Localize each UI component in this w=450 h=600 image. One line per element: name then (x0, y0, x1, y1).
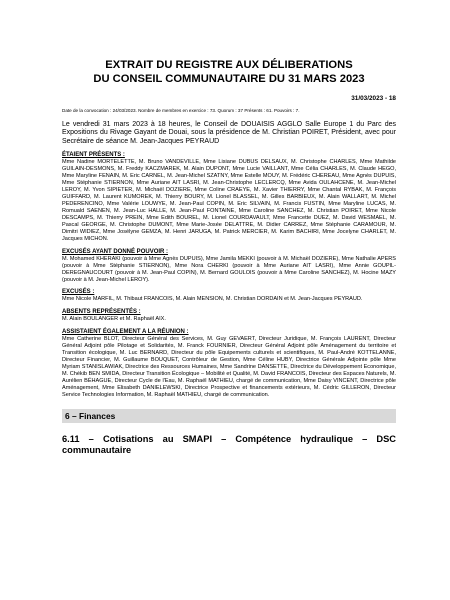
represented-members-heading: ABSENTS REPRÉSENTÉS : (62, 309, 141, 316)
subsection-title: 6.11 – Cotisations au SMAPI – Compétence hydraulique – DSC communautaire (62, 433, 396, 455)
excused-members-list: Mme Nicole MARFIL, M. Thibaut FRANCOIS, M. Alain MENSION, M. Christian DORDAIN et M. Jean-Jacques PEYRAUD. (62, 296, 363, 303)
excused-members-heading: EXCUSÉS : (62, 289, 95, 296)
deliberation-reference: 31/03/2023 - 18 (351, 95, 396, 102)
meeting-intro: Le vendredi 31 mars 2023 à 18 heures, le Conseil de DOUAISIS AGGLO Salle Europe 1 du Parc des Expositions du Rivage Gayant de Douai, sous la présidence de M. Christian POIRET, Président, avec pour Secrétaire de séance M. Jean-Jacques PEYRAUD (62, 121, 396, 145)
present-members-heading: ÉTAIENT PRÉSENTS : (62, 152, 125, 159)
present-members-list: Mme Nadine MORTELETTE, M. Bruno VANDEVILLE, Mme Lisiane DUBUS DELSAUX, M. Christophe CHARLES, Mme Mathilde GUILAIN-DESMONS, M. Freddy KACZMAREK, M. Alain DUPONT, Mme Lucie VAILLANT, Mme Célia CHARLES, M. Claude HEGO, Mme Maryline FENAIN, M. Eric CARNEL, M. Jean-Michel SZATNY, Mme Estelle MOUY, M. Frédéric CHEREAU, Mme Agnès DUPUIS, Mme Stéphanie STIERNON, Mme Auriane AIT LASRI, M. Jean-Christophe LECLERCQ, Mme Avida OULAHCENE, M. Jean-Michel LEROY, M. Yvon SIPIETER, M. Michaël DOZIERE, Mme Coline CRAEYE, M. Xavier THIERRY, Mme Chantal RYBAK, M. François GUIFFARD, M. Laurent KUMOREK, M. Thierry BOURY, M. Lionel BLASSEL, M. Gilles BARBIEUX, M. Alain WALLART, M. Michel PEDERENCINO, Mme Valérie LOUWYE, M. Jean-Paul COPIN, M. Eric SILVAIN, M. Francis FUSTIN, Mme Maryline LUCAS, M. Romuald SAENEN, M. Jean-Luc HALLE, M. Jean-Paul FONTAINE, Mme Caroline SANCHEZ, M. Christian POIRET, Mme Nicole DESCAMPS, M. Thierry PREIN, Mme Edith BOUREL, M. Lionel COURDAVAULT, Mme Francette DUEZ, M. David WESMAEL, M. Pascal GEORGE, M. Christophe DUMONT, Mme Marie-Josée DELATTRE, M. Didier CARREZ, Mme Stéphanie CARAMOUR, M. Dimitri WIDIEZ, Mme Josélyne GEMZA, M. Henri JARUGA, M. Patrick MERCIER, M. Karim BACHIRI, Mme Jocelyne CHARLET, M. Jacques MICHON. (62, 159, 396, 242)
attendees-heading: ASSISTAIENT ÉGALEMENT A LA RÉUNION : (62, 329, 189, 336)
proxy-members-list: M. Mohamed KHERAKI (pouvoir à Mme Agnès DUPUIS), Mme Jamila MEKKI (pouvoir à M. Michaël DOZIERE), Mme Nathalie APERS (pouvoir à Mme Stéphanie STIERNON), Mme Nora CHERKI (pouvoir à Mme Auriane AIT LASRI), Mme Annie GOUPIL-DEREGNAUCOURT (pouvoir à M. Jean-Paul COPIN), M. Bernard GOULOIS (pouvoir à Mme Caroline SANCHEZ), M. Hocine MAZY (pouvoir à M. Jean-Michel LEROY). (62, 255, 396, 283)
section-bar-finances: 6 – Finances (62, 409, 396, 423)
document-title-line-2: DU CONSEIL COMMUNAUTAIRE DU 31 MARS 2023 (93, 73, 365, 85)
attendees-list: Mme Catherine BLOT, Directeur Général des Services, M. Guy GEVAERT, Directeur Juridique, M. François LAURENT, Directeur Général Adjoint pôle Pilotage et Solidarités, M. Franck FOURNIER, Directeur Général Adjoint pôle Aménagement du territoire et Transition écologique, M. Luc BERNARD, Directeur du pôle Equipements culturels et scientifiques, M. Paul-André KOTTELANNE, Directeur Financier, M. Guillaume BOUQUET, Contrôleur de Gestion, Mme Céline HUBY, Directrice Générale Adjointe pôle Mme Myriam STANISLAWIAK, Directrice des Ressources Humaines, Mme Sandrine DANSETTE, Directrice du Développement Economique, M. Chékib BEN SMIDA, Directeur Transition Écologique – Mobilité et Qualité, M. David FRANCOIS, Directeur des Espaces Naturels, M. Aurélien BÉHAGUE, Directeur Cycle de l'Eau, M. Raphaël MATHIEU, chargé de communication, Mme Daisy VINCENT, Directrice pôle Aménagement, Mme Elisabeth DANIELEWSKI, Directrice Prospective et financements extérieurs, M. Cédric GILLERON, Directeur Service Technologies Information, M. Raphaël MATHIEU, chargé de communication. (62, 336, 396, 398)
proxy-members-heading: EXCUSÉS AYANT DONNÉ POUVOIR : (62, 248, 169, 255)
represented-members-list: M. Alain BOULANGER et M. Raphaël AIX. (62, 316, 166, 323)
convocation-meta-line: Date de la convocation : 24/03/2023. Nombre de membres en exercice : 73. Quorum : 37 Présents : 61. Pouvoirs : 7. (62, 108, 300, 113)
document-title-line-1: EXTRAIT DU REGISTRE AUX DÉLIBERATIONS (105, 59, 353, 71)
